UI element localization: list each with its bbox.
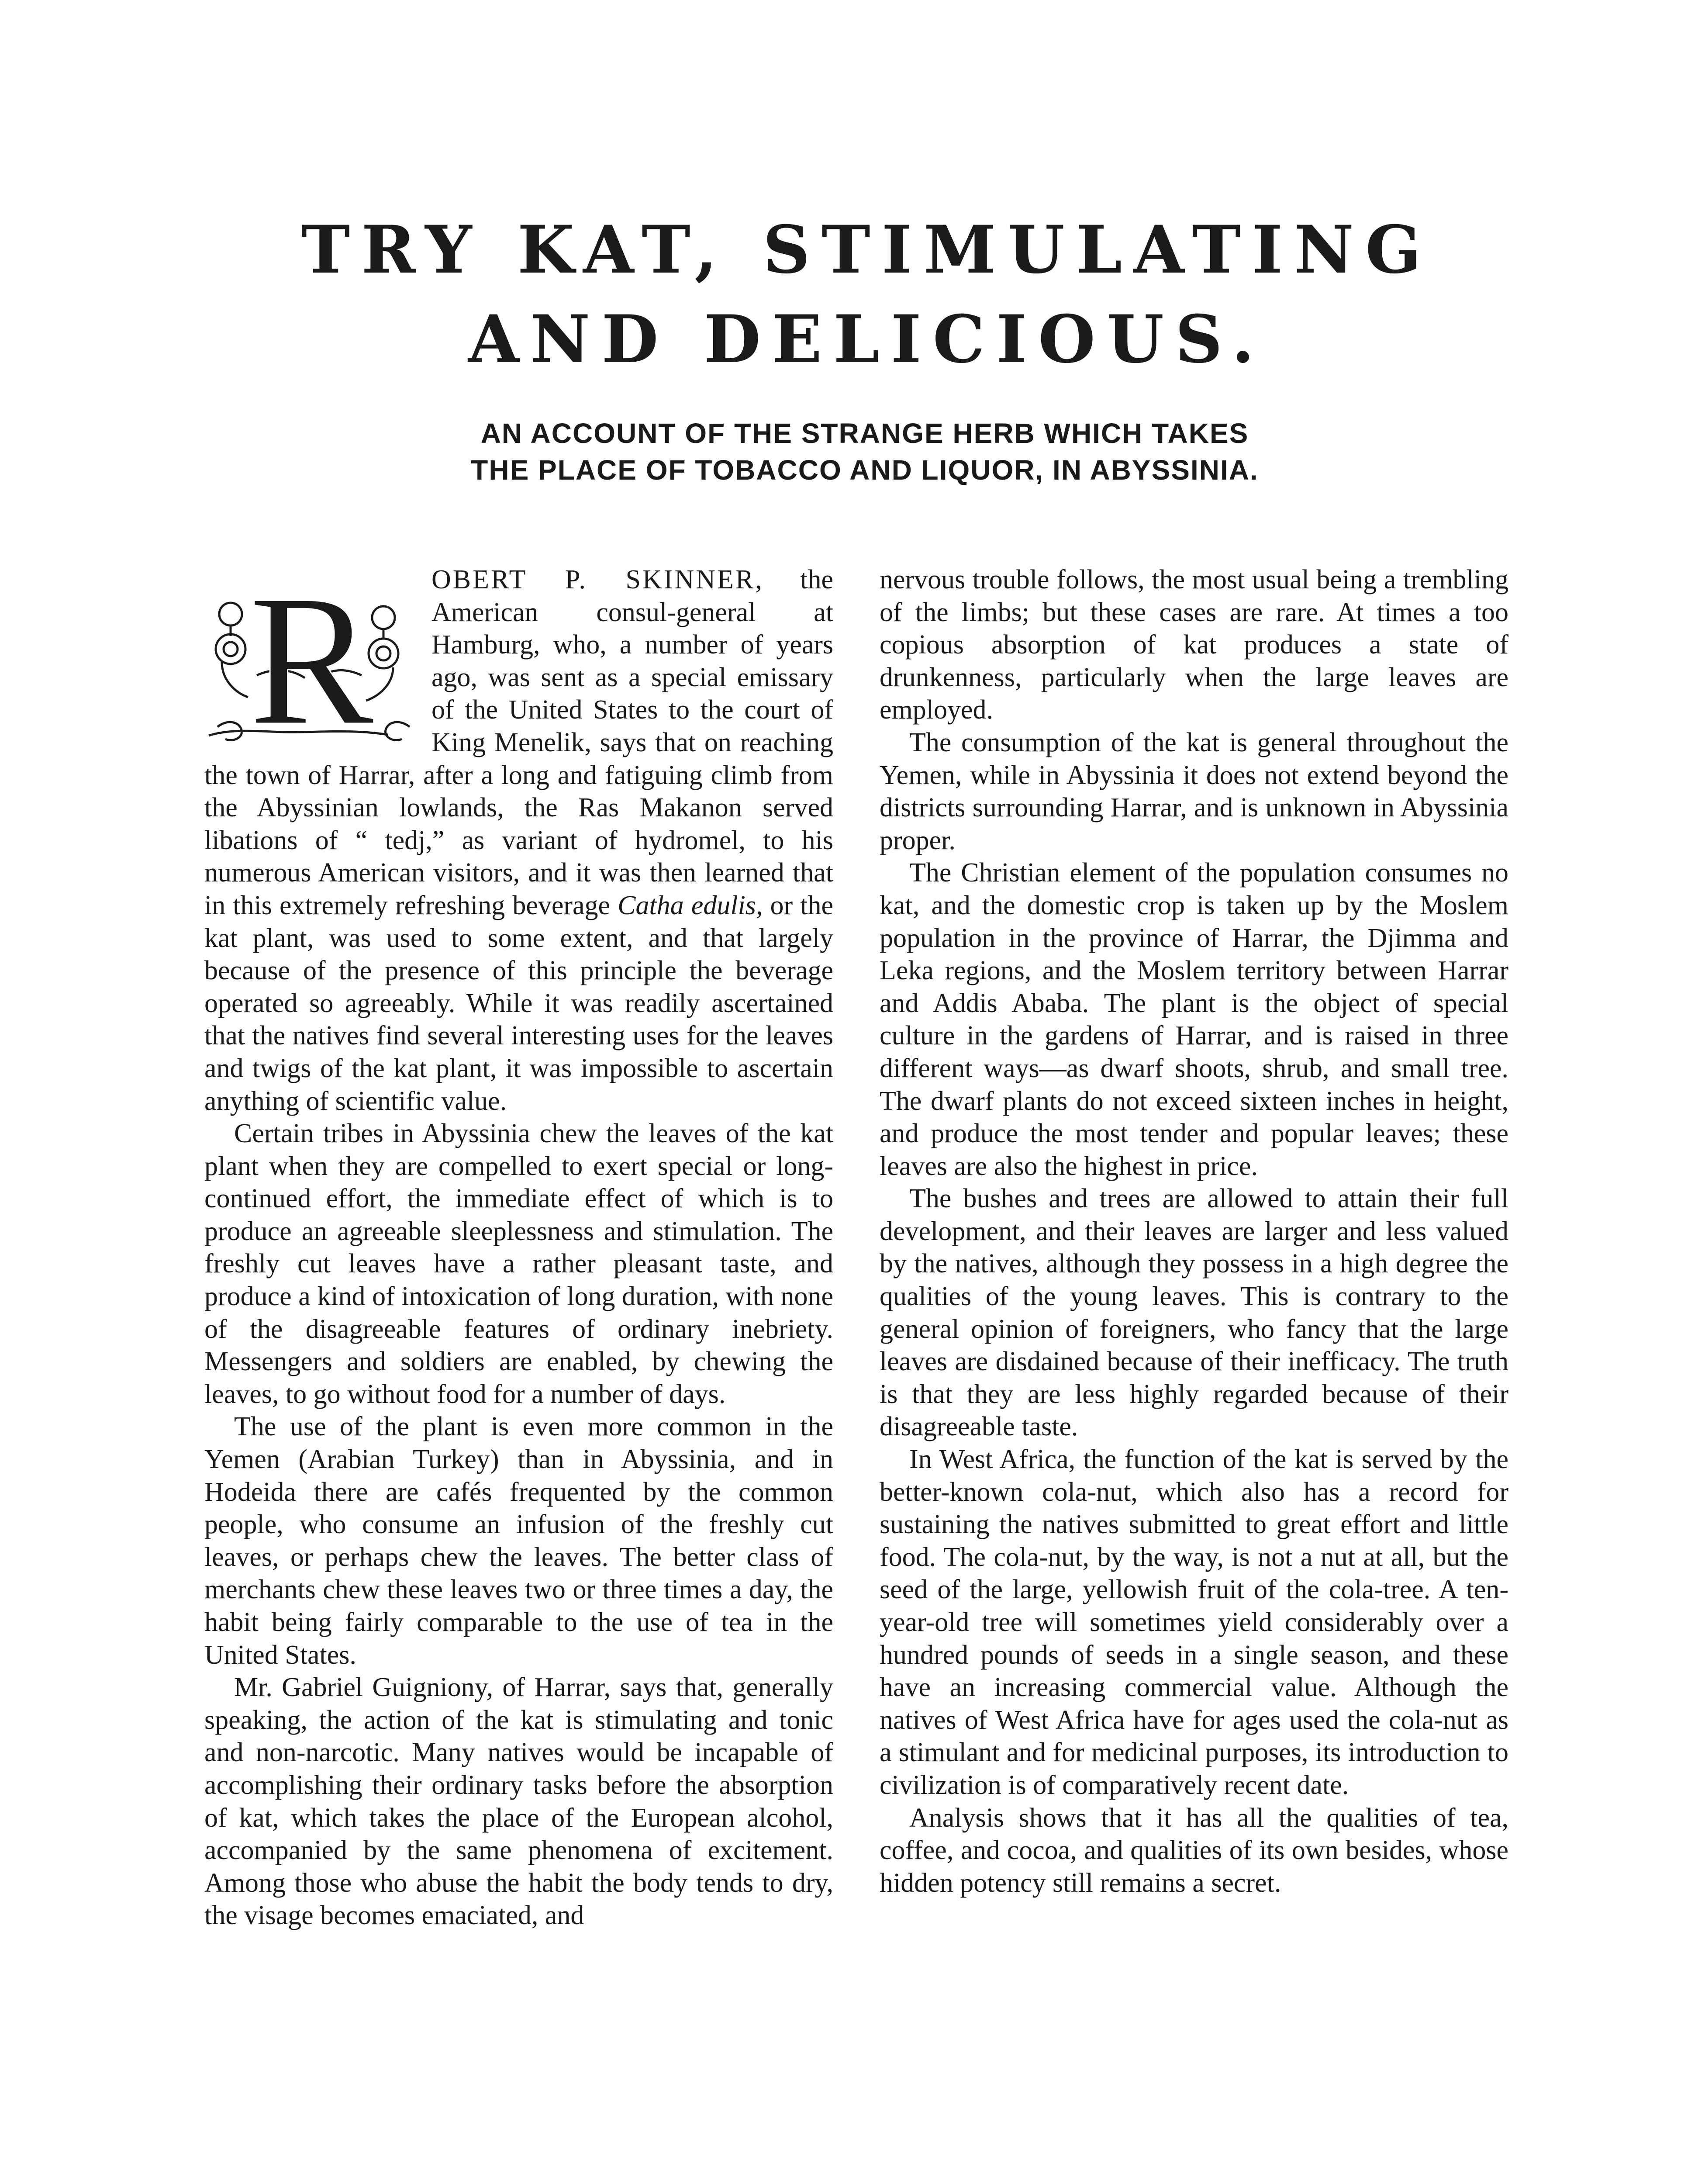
ornamental-dropcap-r xyxy=(204,566,418,750)
paragraph-7: The bushes and trees are allowed to attain their full development, and their leaves are larger and less valued by the natives, although they possess in a high degree the qualities of the young leaves. This is contrary to the general opinion of foreigners, who fancy that the large leaves are disdained because of their inefficacy. The truth is that they are less highly regarded because of their disagreeable taste. xyxy=(880,1184,1508,1442)
paragraph-continued: nervous trouble follows, the most usual being a trembling of the limbs; but these cases are rare. At times a too copious absorption of kat produces a state of drunkenness, particularly when the large leaves are employed. xyxy=(880,565,1508,725)
paragraph-6: The Christian element of the population consumes no kat, and the domestic crop is taken up by the Moslem population in the province of Harrar, the Djimma and Leka regions, and the Moslem territory between Harrar and Addis Ababa. The plant is the object of special culture in the gardens of Harrar, and is raised in three different ways—as dwarf shoots, shrub, and small tree. The dwarf plants do not exceed sixteen inches in height, and produce the most tender and popular leaves; these leaves are also the highest in price. xyxy=(880,858,1508,1181)
paragraph-1-end: or the kat plant, was used to some extent, and that largely because of the presence of this principle the beverage operated so agreeably. While it was readily ascertained that the natives find several interesting uses for the leaves and twigs of the kat plant, it was impossible to ascertain anything of scientific value. xyxy=(204,890,833,1116)
right-column xyxy=(880,563,1508,1899)
subtitle-line-2: THE PLACE OF TOBACCO AND LIQUOR, IN ABYSSINIA. xyxy=(471,454,1259,486)
paragraph-4: Mr. Gabriel Guigniony, of Harrar, says that, generally speaking, the action of the kat is stimulating and tonic and non-narcotic. Many natives would be incapable of accomplishing their ordinary tasks before the absorption of kat, which takes the place of the European alcohol, accompanied by the same phenomena of excitement. Among those who abuse the habit the body tends to dry, the visage becomes emaciated, and xyxy=(204,1673,833,1931)
paragraph-1-text: the American consul-general at Hamburg, who, a number of years ago, was sent as a special emissary of the United States to the court of King Menelik, says that on reaching the town of Harrar, after a long and fatiguing climb from the Abyssinian lowlands, the Ras Makanon served libations of “ tedj,” as variant of hydromel, to his numerous American visitors, and it was then learned that in this extremely refreshing beverage xyxy=(204,565,834,920)
subtitle-line-1: AN ACCOUNT OF THE STRANGE HERB WHICH TAKES xyxy=(480,418,1249,449)
catha-edulis-italic: Catha edulis, xyxy=(618,890,763,920)
paragraph-1 xyxy=(204,563,833,1117)
paragraph-5: The consumption of the kat is general throughout the Yemen, while in Abyssinia it does not extend beyond the districts surrounding Harrar, and is unknown in Abyssinia proper. xyxy=(880,727,1508,855)
svg-text:R: R xyxy=(249,566,374,750)
article-subtitle xyxy=(332,415,1398,488)
left-column xyxy=(204,563,833,1932)
paragraph-8: In West Africa, the function of the kat is served by the better-known cola-nut, which also has a record for sustaining the natives submitted to great effort and little food. The cola-nut, by the way, is not a nut at all, but the seed of the large, yellowish fruit of the cola-tree. A ten-year-old tree will sometimes yield considerably over a hundred pounds of seeds in a single season, and these have an increasing commercial value. Although the natives of West Africa have for ages used the cola-nut as a stimulant and for medicinal purposes, its introduction to civilization is of comparatively recent date. xyxy=(880,1444,1508,1800)
paragraph-3: The use of the plant is even more common in the Yemen (Arabian Turkey) than in Abyssinia, and in Hodeida there are cafés frequented by the common people, who consume an infusion of the freshly cut leaves, or perhaps chew the leaves. The better class of merchants chew these leaves two or three times a day, the habit being fairly comparable to the use of tea in the United States. xyxy=(204,1412,833,1670)
lead-in-caps: OBERT P. SKINNER, xyxy=(431,565,764,594)
paragraph-2: Certain tribes in Abyssinia chew the leaves of the kat plant when they are compelled to exert special or long-continued effort, the immediate effect of which is to produce an agreeable sleeplessness and stimulation. The freshly cut leaves have a rather pleasant taste, and produce a kind of intoxication of long duration, with none of the disagreeable features of ordinary inebriety. Messengers and soldiers are enabled, by chewing the leaves, to go without food for a number of days. xyxy=(204,1119,833,1409)
article-title: TRY KAT, STIMULATING AND DELICIOUS. xyxy=(301,211,1433,378)
paragraph-9: Analysis shows that it has all the qualities of tea, coffee, and cocoa, and qualities of its own besides, whose hidden potency still remains a secret. xyxy=(880,1803,1508,1898)
